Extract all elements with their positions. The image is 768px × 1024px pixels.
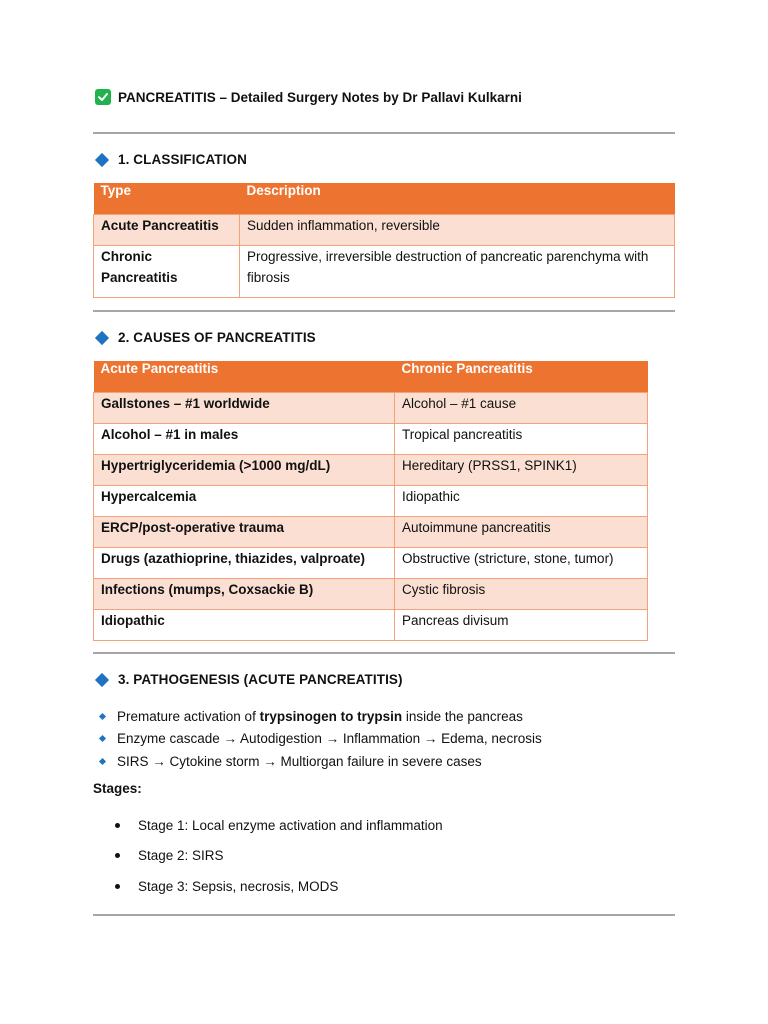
list-item-text: Stage 3: Sepsis, necrosis, MODS	[138, 878, 339, 894]
list-item	[115, 810, 443, 841]
table-cell: Hereditary (PRSS1, SPINK1)	[395, 454, 648, 485]
section-title: 3. PATHOGENESIS (ACUTE PANCREATITIS)	[118, 672, 403, 687]
divider	[93, 914, 675, 916]
column-header: Acute Pancreatitis	[94, 361, 395, 392]
list-item	[115, 871, 443, 902]
table-cell: Chronic Pancreatitis	[94, 245, 240, 297]
list-item-text: Stage 1: Local enzyme activation and inflammation	[138, 817, 443, 833]
table-cell: Hypercalcemia	[94, 485, 395, 516]
column-header: Chronic Pancreatitis	[395, 361, 648, 392]
table-cell: Alcohol – #1 in males	[94, 423, 395, 454]
table-cell: Autoimmune pancreatitis	[395, 516, 648, 547]
table-row	[94, 423, 648, 454]
table-row	[94, 214, 675, 245]
causes-table	[93, 361, 648, 641]
blue-diamond-icon	[95, 672, 109, 686]
table-cell: Infections (mumps, Coxsackie B)	[94, 578, 395, 609]
small-blue-diamond-icon	[99, 735, 106, 742]
list-item-text: Premature activation of trypsinogen to trypsin inside the pancreas	[117, 708, 523, 724]
table-row	[94, 245, 675, 297]
table-cell: Idiopathic	[94, 609, 395, 640]
page-title: PANCREATITIS – Detailed Surgery Notes by Dr Pallavi Kulkarni	[118, 89, 522, 105]
table-header-row	[94, 361, 648, 392]
blue-diamond-icon	[95, 152, 109, 166]
section-heading-causes	[95, 330, 316, 345]
check-mark-icon	[95, 89, 111, 105]
list-item-text: SIRS → Cytokine storm → Multiorgan failure in severe cases	[117, 753, 482, 769]
list-item	[100, 728, 542, 751]
list-item-text: Enzyme cascade → Autodigestion → Inflammation → Edema, necrosis	[117, 731, 542, 747]
table-cell: Idiopathic	[395, 485, 648, 516]
table-cell: ERCP/post-operative trauma	[94, 516, 395, 547]
table-row	[94, 547, 648, 578]
list-item	[115, 841, 443, 872]
classification-table	[93, 183, 675, 298]
table-cell: Hypertriglyceridemia (>1000 mg/dL)	[94, 454, 395, 485]
stages-label: Stages:	[93, 781, 142, 796]
table-cell: Gallstones – #1 worldwide	[94, 392, 395, 423]
table-row	[94, 392, 648, 423]
column-header: Description	[240, 183, 675, 214]
small-blue-diamond-icon	[99, 713, 106, 720]
table-row	[94, 609, 648, 640]
stages-list	[115, 810, 443, 902]
column-header: Type	[94, 183, 240, 214]
divider	[93, 310, 675, 312]
table-cell: Cystic fibrosis	[395, 578, 648, 609]
table-row	[94, 454, 648, 485]
small-blue-diamond-icon	[99, 758, 106, 765]
section-title: 1. CLASSIFICATION	[118, 152, 247, 167]
section-title: 2. CAUSES OF PANCREATITIS	[118, 330, 316, 345]
title-row	[95, 89, 522, 105]
table-cell: Drugs (azathioprine, thiazides, valproate)	[94, 547, 395, 578]
table-cell: Acute Pancreatitis	[94, 214, 240, 245]
bullet-dot-icon	[115, 823, 120, 828]
table-cell: Obstructive (stricture, stone, tumor)	[395, 547, 648, 578]
table-row	[94, 578, 648, 609]
table-cell: Alcohol – #1 cause	[395, 392, 648, 423]
bullet-dot-icon	[115, 853, 120, 858]
table-cell: Pancreas divisum	[395, 609, 648, 640]
divider	[93, 132, 675, 134]
table-row	[94, 516, 648, 547]
table-cell: Progressive, irreversible destruction of pancreatic parenchyma with fibrosis	[240, 245, 675, 297]
section-heading-pathogenesis	[95, 672, 403, 687]
list-item	[100, 750, 542, 773]
divider	[93, 652, 675, 654]
list-item	[100, 705, 542, 728]
section-heading-classification	[95, 152, 247, 167]
table-cell: Tropical pancreatitis	[395, 423, 648, 454]
blue-diamond-icon	[95, 330, 109, 344]
table-header-row	[94, 183, 675, 214]
bullet-dot-icon	[115, 884, 120, 889]
pathogenesis-bullets	[100, 705, 542, 773]
list-item-text: Stage 2: SIRS	[138, 848, 224, 864]
table-cell: Sudden inflammation, reversible	[240, 214, 675, 245]
table-row	[94, 485, 648, 516]
